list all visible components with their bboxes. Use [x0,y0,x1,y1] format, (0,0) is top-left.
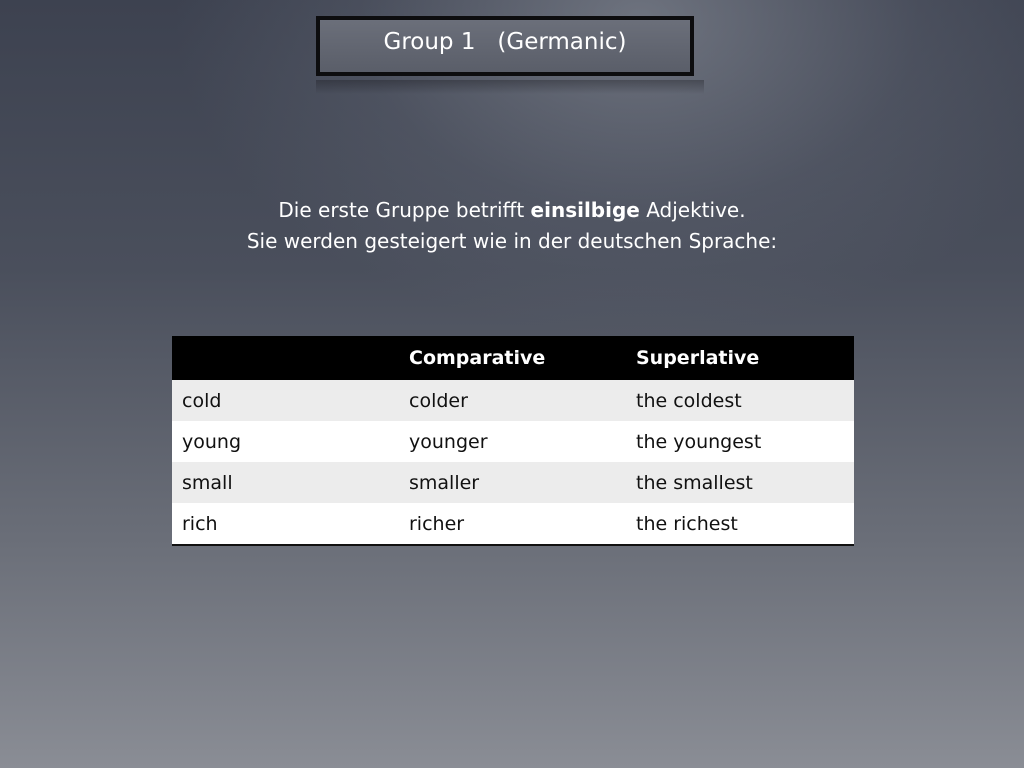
table-cell: younger [399,421,626,462]
table-cell: rich [172,503,399,544]
table-cell: the richest [626,503,854,544]
table-cell: the smallest [626,462,854,503]
slide-title: Group 1 (Germanic) [383,29,627,55]
table-cell: richer [399,503,626,544]
table-row [172,421,854,462]
table-cell: the coldest [626,380,854,421]
intro-line-1-before: Die erste Gruppe betrifft [278,198,531,222]
table-row [172,380,854,421]
intro-line-1-bold: einsilbige [530,198,640,222]
table-row [172,503,854,544]
table-cell: young [172,421,399,462]
title-box-shadow [316,80,704,94]
header-cell-superlative: Superlative [626,336,854,380]
title-box [316,16,694,76]
table-cell: small [172,462,399,503]
table-cell: the youngest [626,421,854,462]
intro-line-1 [112,195,912,226]
table-cell: smaller [399,462,626,503]
table-cell: colder [399,380,626,421]
table-row [172,462,854,503]
table-cell: cold [172,380,399,421]
table-header-row [172,336,854,380]
intro-line-2: Sie werden gesteigert wie in der deutschen Sprache: [246,229,778,253]
header-cell-adjective [172,336,399,380]
comparison-table [172,336,854,544]
header-cell-comparative: Comparative [399,336,626,380]
intro-line-1-after: Adjektive. [639,198,746,222]
intro-text [112,195,912,257]
